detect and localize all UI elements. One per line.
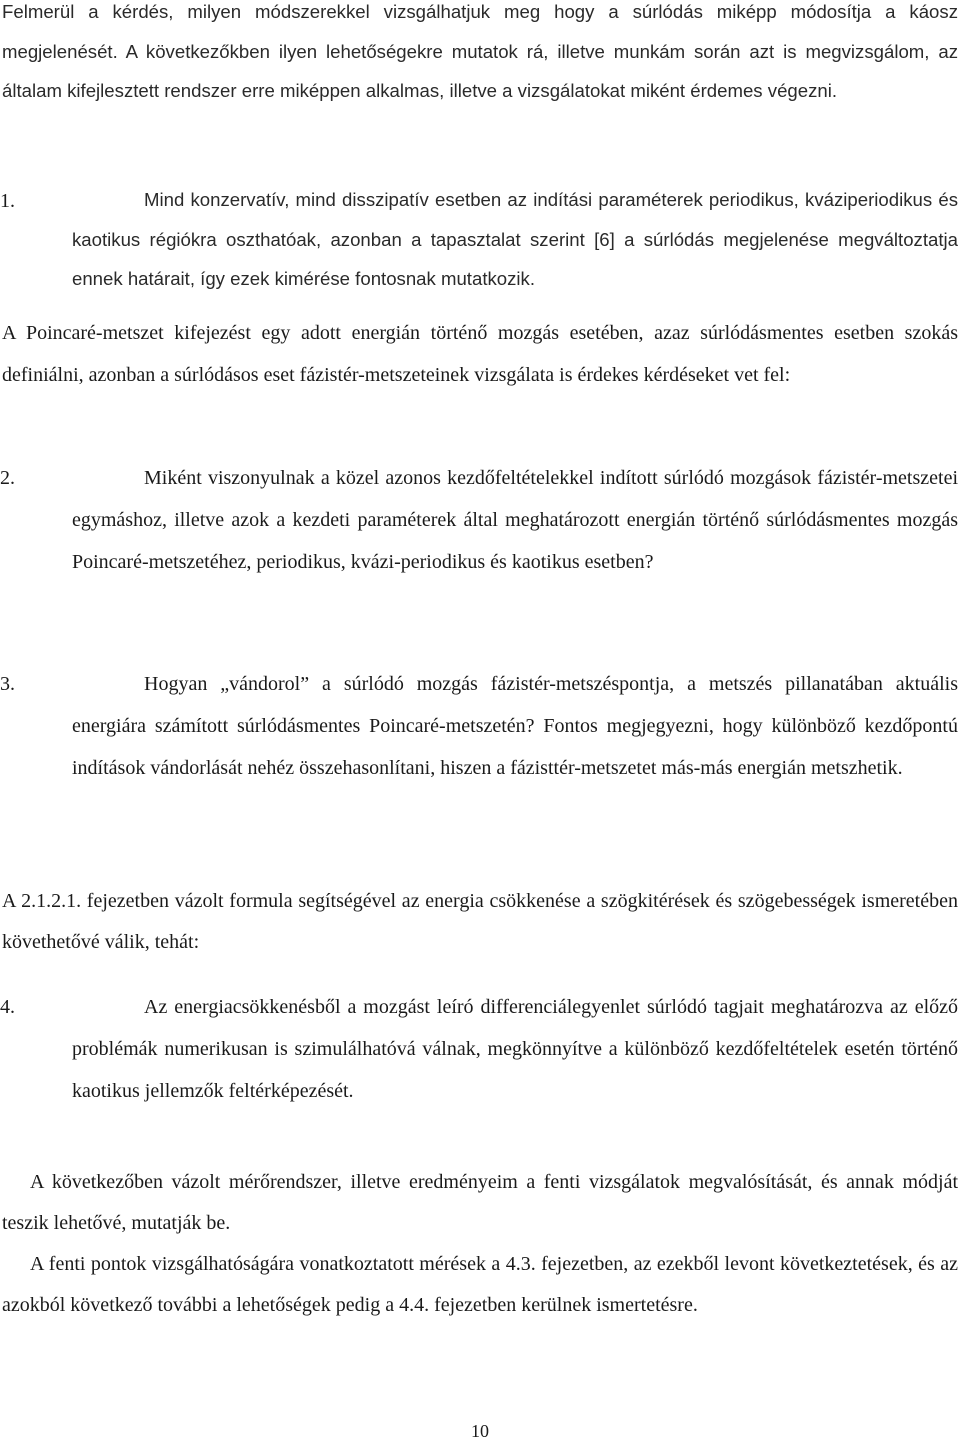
list-item-3 [0, 663, 958, 789]
page-number: 10 [471, 1421, 489, 1441]
list-item-text: Hogyan „vándorol” a súrlódó mozgás fázistér-metszéspontja, a metszés pillanatában aktuális energiára számított súrlódásmentes Poincaré-metszetén? Fontos megjegyezni, hogy különböző kezdőpontú indítások vándorlását nehéz összehasonlítani, hiszen a fázisttér-metszetet más-más energián metszhetik. [72, 673, 958, 779]
list-item-2 [0, 457, 958, 583]
paragraph-formula: A 2.1.2.1. fejezetben vázolt formula segítségével az energia csökkenése a szögkitérések és szögebességek ismeretében követhetővé válik, tehát: [2, 890, 958, 953]
list-item-number: 3. [0, 673, 15, 695]
paragraph-measurement-system: A következőben vázolt mérőrendszer, illetve eredményeim a fenti vizsgálatok megvalósítását, és annak módját teszik lehetővé, mutatják be. [2, 1171, 958, 1234]
list-item-number: 4. [0, 996, 15, 1018]
list-item-4 [0, 986, 958, 1112]
list-item-number: 1. [0, 190, 15, 212]
list-item-number: 2. [0, 467, 15, 489]
list-item-text: Az energiacsökkenésből a mozgást leíró differenciálegyenlet súrlódó tagjait meghatározva az előző problémák numerikusan is szimulálhatóvá válnak, megkönnyítve a különböző kezdőfeltételek esetén történő kaotikus jellemzők feltérképezését. [72, 996, 958, 1102]
paragraph-poincare: A Poincaré-metszet kifejezést egy adott energián történő mozgás esetében, azaz súrlódásmentes esetben szokás definiálni, azonban a súrlódásos eset fázistér-metszeteinek vizsgálata is érdekes kérdéseket vet fel: [2, 322, 958, 386]
paragraph-intro: Felmerül a kérdés, milyen módszerekkel vizsgálhatjuk meg hogy a súrlódás miképp módosítja a káosz megjelenését. A következőkben ilyen lehetőségekre mutatok rá, illetve munkám során azt is megvizsgálom, az általam kifejlesztett rendszer erre miképpen alkalmas, illetve a vizsgálatokat miként érdemes végezni. [2, 1, 958, 101]
list-item-text: Miként viszonyulnak a közel azonos kezdőfeltételekkel indított súrlódó mozgások fázistér-metszetei egymáshoz, illetve azok a kezdeti paraméterek által meghatározott energián történő súrlódásmentes mozgás Poincaré-metszetéhez, periodikus, kvázi-periodikus és kaotikus esetben? [72, 467, 958, 573]
paragraph-references: A fenti pontok vizsgálhatóságára vonatkoztatott mérések a 4.3. fejezetben, az ezekből levont következtetések, és az azokból következő további a lehetőségek pedig a 4.4. fejezetben kerülnek ismertetésre. [2, 1253, 958, 1316]
list-item-text: Mind konzervatív, mind disszipatív esetben az indítási paraméterek periodikus, kváziperiodikus és kaotikus régiókra oszthatóak, azonban a tapasztalat szerint [6] a súrlódás megjelenése megváltoztatja ennek határait, így ezek kimérése fontosnak mutatkozik. [72, 189, 958, 289]
list-item-1 [0, 180, 958, 299]
